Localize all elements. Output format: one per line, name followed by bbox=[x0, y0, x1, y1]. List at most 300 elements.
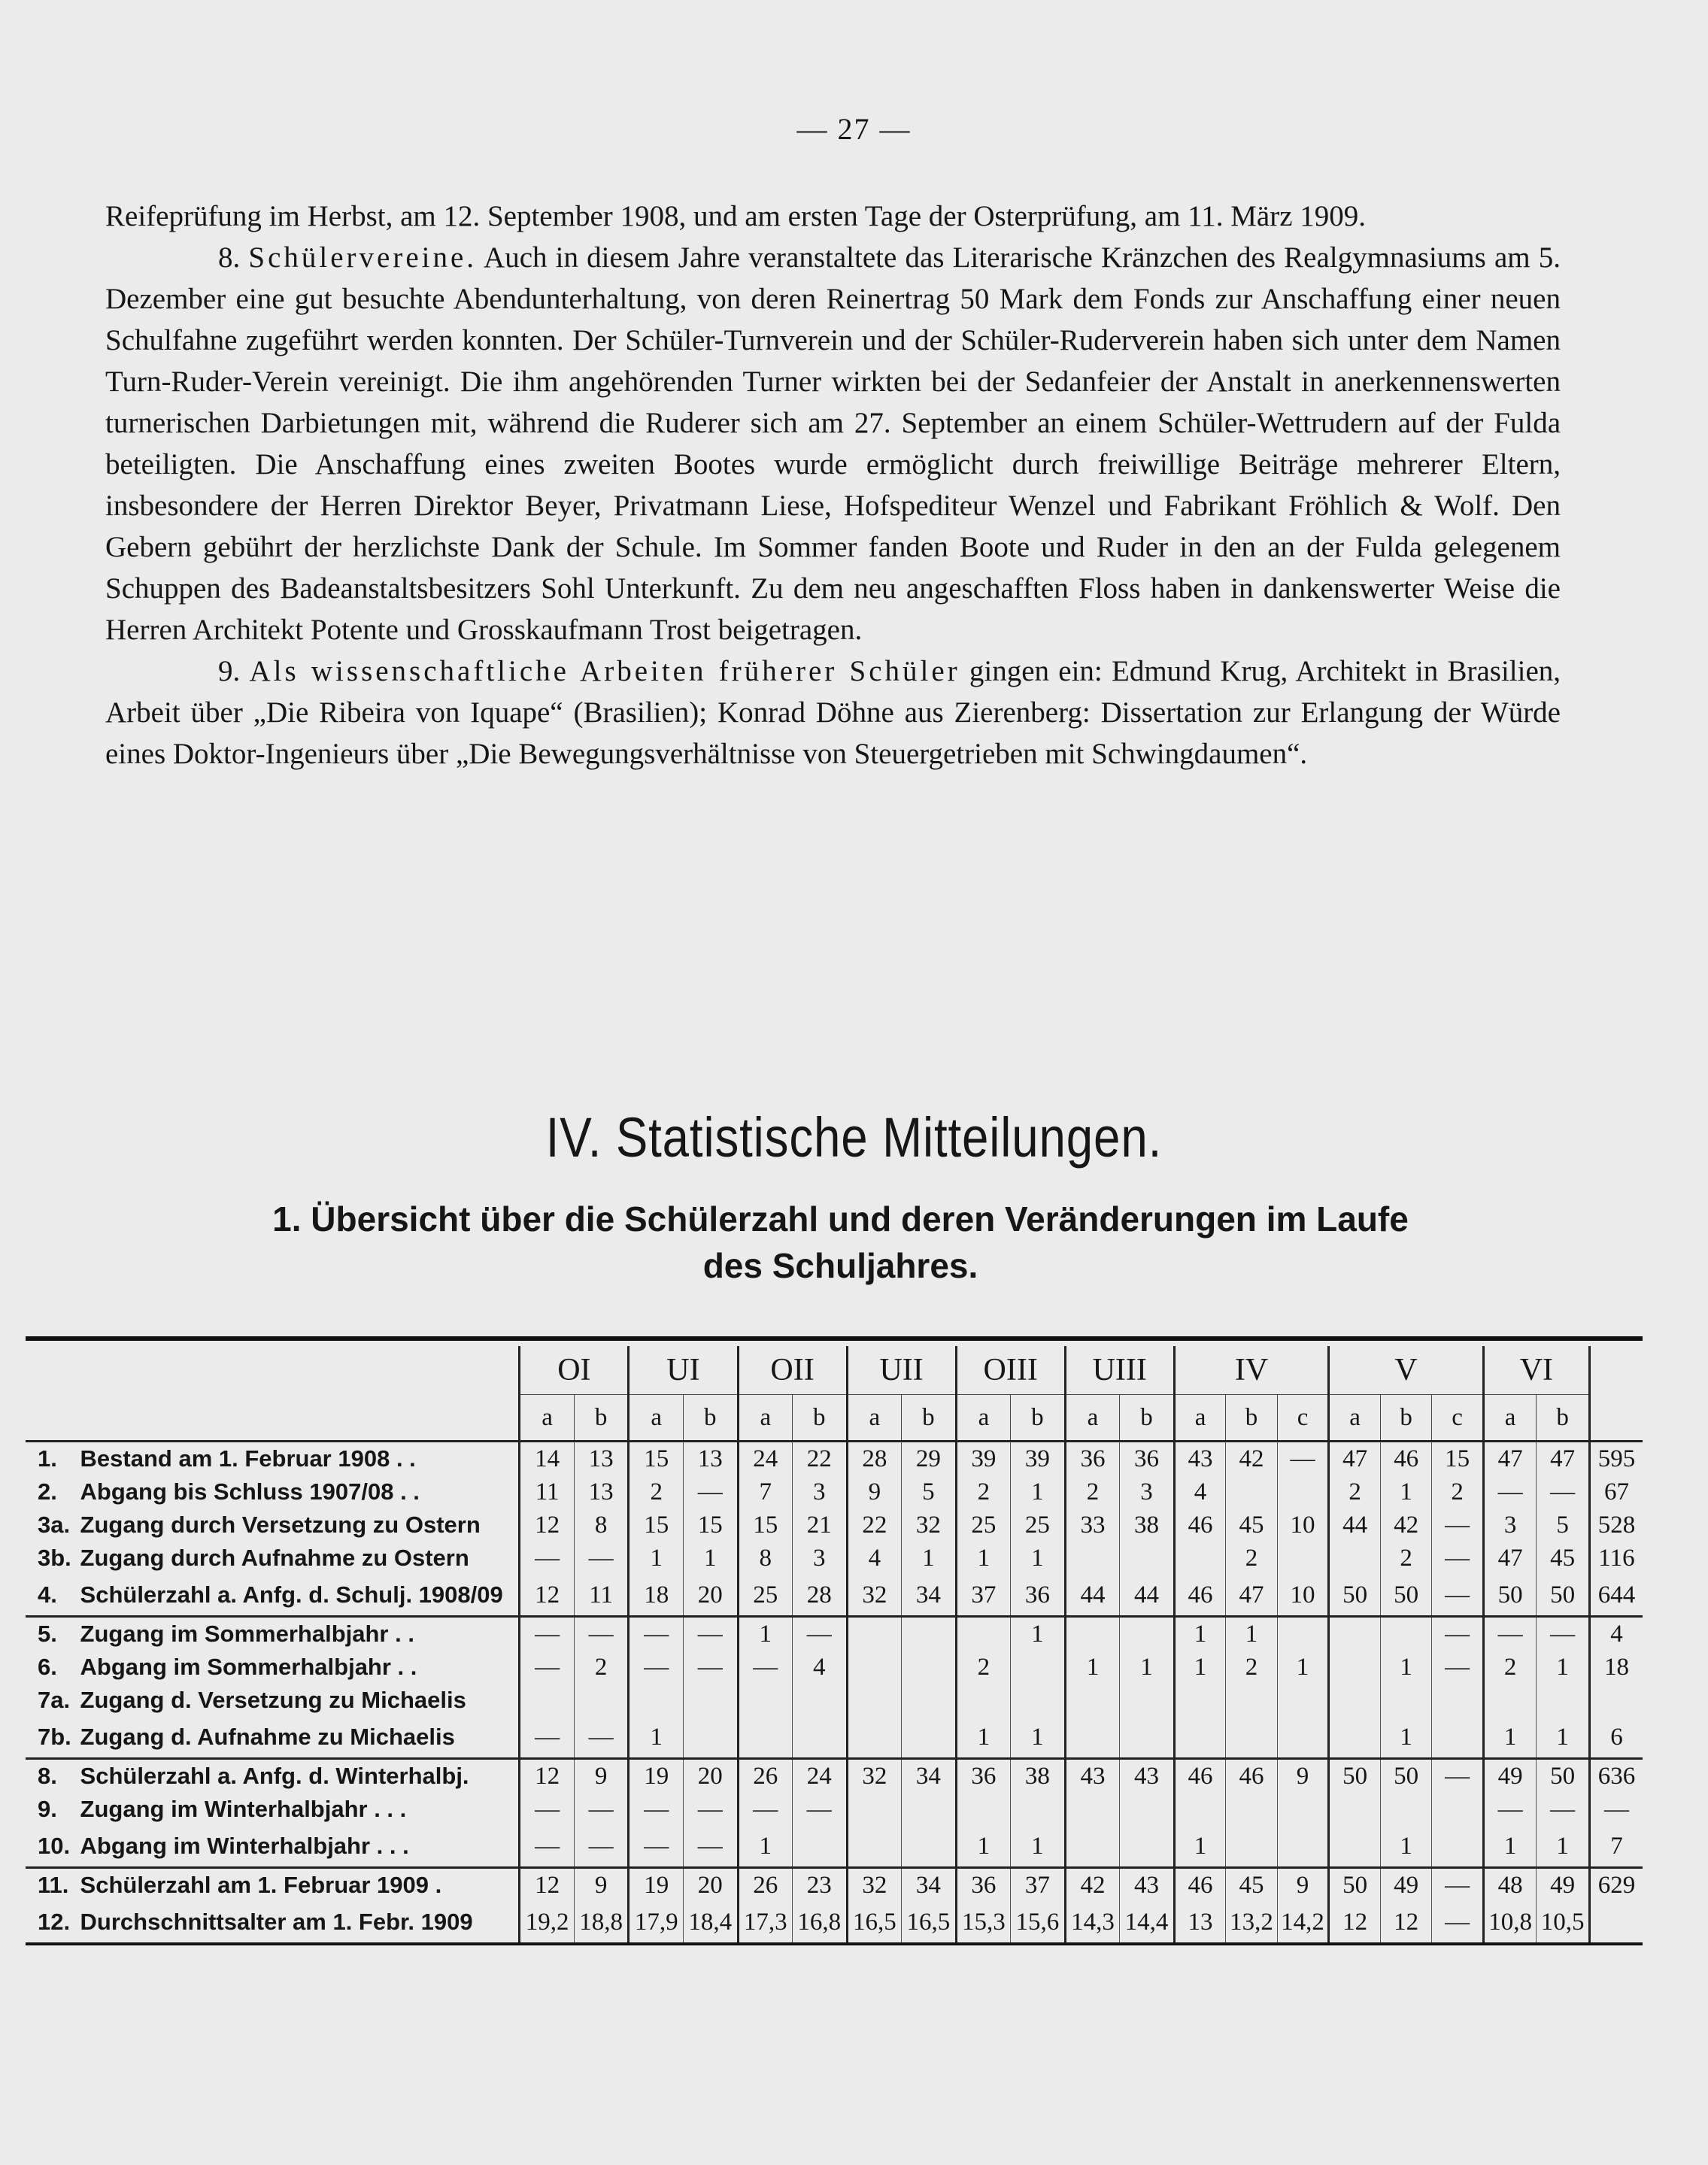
table-cell: 12 bbox=[1329, 1902, 1381, 1944]
table-cell: 32 bbox=[847, 1575, 902, 1617]
table-cell: 19,2 bbox=[520, 1902, 575, 1944]
table-cell: 44 bbox=[1329, 1509, 1381, 1542]
table-cell bbox=[1277, 1542, 1329, 1575]
table-cell: — bbox=[1537, 1793, 1590, 1826]
table-cell bbox=[1174, 1717, 1226, 1759]
row-label: Bestand am 1. Februar 1908 . . bbox=[80, 1445, 416, 1472]
table-cell: 9 bbox=[847, 1475, 902, 1509]
table-cell: — bbox=[683, 1793, 738, 1826]
section-keyword: Als wissenschaftliche Arbeiten früherer Schüler bbox=[249, 655, 960, 687]
table-cell: 10 bbox=[1277, 1575, 1329, 1617]
table-cell: 2 bbox=[956, 1651, 1011, 1684]
table-cell: 36 bbox=[1011, 1575, 1066, 1617]
table-cell bbox=[1329, 1717, 1381, 1759]
table-cell: 12 bbox=[1380, 1902, 1432, 1944]
table-cell: 32 bbox=[847, 1868, 902, 1903]
table-cell bbox=[1011, 1684, 1066, 1717]
table-cell: 1 bbox=[1537, 1826, 1590, 1868]
table-cell: — bbox=[629, 1617, 684, 1651]
table-cell bbox=[1432, 1717, 1484, 1759]
table-cell: 1 bbox=[1011, 1717, 1066, 1759]
paragraph-number: 9. bbox=[218, 655, 241, 687]
table-row bbox=[26, 1651, 1643, 1684]
row-number: 7a. bbox=[38, 1687, 71, 1713]
table-row bbox=[26, 1509, 1643, 1542]
table-row bbox=[26, 1442, 1643, 1476]
table-cell bbox=[902, 1826, 957, 1868]
table-cell: 24 bbox=[738, 1442, 793, 1476]
subcolumn-header: a bbox=[1065, 1395, 1120, 1442]
table-cell: — bbox=[520, 1793, 575, 1826]
table-cell: 39 bbox=[1011, 1442, 1066, 1476]
table-cell: 17,3 bbox=[738, 1902, 793, 1944]
table-cell: 33 bbox=[1065, 1509, 1120, 1542]
table-cell: 9 bbox=[574, 1759, 629, 1794]
table-cell: 47 bbox=[1329, 1442, 1381, 1476]
table-cell: 15,6 bbox=[1011, 1902, 1066, 1944]
table-cell: 50 bbox=[1380, 1575, 1432, 1617]
row-number: 6. bbox=[38, 1654, 57, 1680]
table-cell: 47 bbox=[1483, 1442, 1537, 1476]
subcolumn-header: b bbox=[793, 1395, 848, 1442]
table-cell: 47 bbox=[1226, 1575, 1278, 1617]
row-number: 3a. bbox=[38, 1512, 71, 1538]
table-cell: 32 bbox=[902, 1509, 957, 1542]
table-cell: 42 bbox=[1380, 1509, 1432, 1542]
subcolumn-header: a bbox=[1329, 1395, 1381, 1442]
table-cell: 50 bbox=[1329, 1575, 1381, 1617]
table-cell: 19 bbox=[629, 1868, 684, 1903]
table-cell: 36 bbox=[956, 1759, 1011, 1794]
table-cell bbox=[1277, 1793, 1329, 1826]
statistics-table bbox=[26, 1346, 1643, 1945]
table-cell bbox=[1120, 1684, 1175, 1717]
table-cell: 36 bbox=[1120, 1442, 1175, 1476]
table-cell: 34 bbox=[902, 1759, 957, 1794]
table-cell: 1 bbox=[1380, 1651, 1432, 1684]
table-cell: 50 bbox=[1537, 1759, 1590, 1794]
table-cell: 9 bbox=[1277, 1868, 1329, 1903]
table-cell: 15 bbox=[683, 1509, 738, 1542]
table-cell bbox=[1329, 1793, 1381, 1826]
table-cell: 2 bbox=[1329, 1475, 1381, 1509]
table-cell bbox=[574, 1684, 629, 1717]
table-cell bbox=[902, 1793, 957, 1826]
table-cell: — bbox=[1432, 1868, 1484, 1903]
table-cell: 1 bbox=[1380, 1475, 1432, 1509]
table-cell: 1 bbox=[1011, 1826, 1066, 1868]
table-cell: 1 bbox=[1483, 1826, 1537, 1868]
subcolumn-header: b bbox=[1537, 1395, 1590, 1442]
table-cell: 47 bbox=[1537, 1442, 1590, 1476]
table-cell: 49 bbox=[1483, 1759, 1537, 1794]
table-cell bbox=[1120, 1793, 1175, 1826]
table-cell: — bbox=[629, 1826, 684, 1868]
table-cell: 13 bbox=[574, 1475, 629, 1509]
table-cell bbox=[902, 1651, 957, 1684]
table-cell: 3 bbox=[1483, 1509, 1537, 1542]
table-cell: — bbox=[574, 1542, 629, 1575]
table-cell bbox=[738, 1684, 793, 1717]
table-cell: 50 bbox=[1329, 1759, 1381, 1794]
table-cell: 12 bbox=[520, 1868, 575, 1903]
table-cell: 43 bbox=[1065, 1759, 1120, 1794]
table-cell bbox=[956, 1684, 1011, 1717]
table-cell: 1 bbox=[1174, 1826, 1226, 1868]
table-cell: 20 bbox=[683, 1575, 738, 1617]
class-header-oii: OII bbox=[738, 1346, 847, 1395]
table-cell: 49 bbox=[1537, 1868, 1590, 1903]
table-cell: — bbox=[574, 1717, 629, 1759]
table-top-rule bbox=[26, 1336, 1643, 1341]
paragraph-text: gingen ein: Edmund Krug, Architekt in Brasilien, Arbeit über „Die Ribeira von Iquape“ (Brasilien); Konrad Döhne aus Zierenberg: Dissertation zur Erlangung der Würde eines Doktor-Ingenieurs über „Die Bewegungsverhältnisse von Steuergetrieben mit Schwingdaumen“. bbox=[105, 655, 1561, 770]
row-number: 3b. bbox=[38, 1545, 71, 1571]
table-cell: 4 bbox=[847, 1542, 902, 1575]
row-total-cell: 18 bbox=[1589, 1651, 1643, 1684]
row-total-cell: 4 bbox=[1589, 1617, 1643, 1651]
table-cell bbox=[1065, 1826, 1120, 1868]
table-cell: 38 bbox=[1011, 1759, 1066, 1794]
table-cell: 1 bbox=[738, 1617, 793, 1651]
table-cell: 14,3 bbox=[1065, 1902, 1120, 1944]
table-cell: — bbox=[683, 1475, 738, 1509]
table-cell: 5 bbox=[1537, 1509, 1590, 1542]
table-cell: 15 bbox=[629, 1509, 684, 1542]
table-cell: 25 bbox=[738, 1575, 793, 1617]
page-number: — 27 — bbox=[796, 112, 912, 146]
table-cell: 44 bbox=[1120, 1575, 1175, 1617]
table-cell: 46 bbox=[1380, 1442, 1432, 1476]
row-number: 1. bbox=[38, 1445, 57, 1472]
class-header-iv: IV bbox=[1174, 1346, 1329, 1395]
table-cell: 13,2 bbox=[1226, 1902, 1278, 1944]
paragraph-schuelervereine bbox=[105, 237, 1561, 650]
label-header-cell bbox=[26, 1346, 520, 1442]
table-cell bbox=[1120, 1617, 1175, 1651]
table-cell: 1 bbox=[956, 1542, 1011, 1575]
subcolumn-header: c bbox=[1277, 1395, 1329, 1442]
table-cell: 1 bbox=[1380, 1826, 1432, 1868]
table-cell: 46 bbox=[1174, 1575, 1226, 1617]
table-cell bbox=[793, 1717, 848, 1759]
table-cell: 4 bbox=[1174, 1475, 1226, 1509]
row-total-cell bbox=[1589, 1902, 1643, 1944]
table-cell: 1 bbox=[1483, 1717, 1537, 1759]
table-cell: — bbox=[1432, 1575, 1484, 1617]
row-total-cell: 644 bbox=[1589, 1575, 1643, 1617]
table-cell: — bbox=[1432, 1902, 1484, 1944]
table-cell: 9 bbox=[1277, 1759, 1329, 1794]
table-cell: 1 bbox=[1537, 1651, 1590, 1684]
table-cell bbox=[902, 1617, 957, 1651]
row-label: Zugang d. Aufnahme zu Michaelis bbox=[80, 1717, 520, 1759]
table-cell bbox=[1329, 1651, 1381, 1684]
table-row bbox=[26, 1617, 1643, 1651]
table-cell: 37 bbox=[1011, 1868, 1066, 1903]
table-cell: 2 bbox=[956, 1475, 1011, 1509]
table-cell: 15 bbox=[629, 1442, 684, 1476]
table-cell: 16,5 bbox=[847, 1902, 902, 1944]
table-cell bbox=[1226, 1475, 1278, 1509]
table-cell bbox=[902, 1684, 957, 1717]
table-cell: 18 bbox=[629, 1575, 684, 1617]
table-cell bbox=[683, 1684, 738, 1717]
table-cell: 25 bbox=[1011, 1509, 1066, 1542]
row-label: Schülerzahl am 1. Februar 1909 . bbox=[80, 1872, 442, 1898]
table-row bbox=[26, 1542, 1643, 1575]
table-cell bbox=[1277, 1684, 1329, 1717]
table-cell bbox=[738, 1717, 793, 1759]
table-cell: 1 bbox=[902, 1542, 957, 1575]
table-cell: 45 bbox=[1226, 1509, 1278, 1542]
table-cell: — bbox=[1277, 1442, 1329, 1476]
body-text bbox=[105, 196, 1561, 775]
table-cell bbox=[1380, 1793, 1432, 1826]
table-cell: — bbox=[629, 1793, 684, 1826]
table-cell: 2 bbox=[1065, 1475, 1120, 1509]
table-cell: 43 bbox=[1120, 1868, 1175, 1903]
table-cell bbox=[1065, 1684, 1120, 1717]
table-cell: 10,8 bbox=[1483, 1902, 1537, 1944]
table-cell: 46 bbox=[1226, 1759, 1278, 1794]
table-cell: — bbox=[574, 1826, 629, 1868]
class-header-oiii: OIII bbox=[956, 1346, 1065, 1395]
table-cell: — bbox=[1432, 1509, 1484, 1542]
table-cell bbox=[847, 1617, 902, 1651]
table-cell: 46 bbox=[1174, 1868, 1226, 1903]
table-cell bbox=[1174, 1793, 1226, 1826]
table-cell bbox=[1537, 1684, 1590, 1717]
table-cell: 1 bbox=[738, 1826, 793, 1868]
table-cell: 19 bbox=[629, 1759, 684, 1794]
table-cell bbox=[1432, 1826, 1484, 1868]
paragraph-text: Auch in diesem Jahre veranstaltete das Literarische Kränzchen des Realgymnasiums am 5. Dezember eine gut besuchte Abendunterhaltung, von deren Reinertrag 50 Mark dem Fonds zur Anschaffung einer neuen Schulfahne zugeführt werden konnten. Der Schüler-Turnverein und der Schüler-Ruderverein haben sich unter dem Namen Turn-Ruder-Verein vereinigt. Die ihm angehörenden Turner wirkten bei der Sedanfeier der Anstalt in anerkennenswerten turnerischen Darbietungen mit, während die Ruderer sich am 27. September an einem Schüler-Wettrudern auf der Fulda beteiligten. Die Anschaffung eines zweiten Bootes wurde ermöglicht durch freiwillige Beiträge mehrerer Eltern, insbesondere der Herren Direktor Beyer, Privatmann Liese, Hofspediteur Wenzel und Fabrikant Fröhlich & Wolf. Den Gebern gebührt der herzlichste Dank der Schule. Im Sommer fanden Boote und Ruder in den an der Fulda gelegenem Schuppen des Badeanstaltsbesitzers Sohl Unterkunft. Zu dem neu angeschafften Floss haben in dankenswerter Weise die Herren Architekt Potente und Grosskaufmann Trost beigetragen. bbox=[105, 241, 1561, 646]
table-cell bbox=[847, 1684, 902, 1717]
table-cell bbox=[847, 1717, 902, 1759]
table-cell: 8 bbox=[738, 1542, 793, 1575]
table-cell: 14 bbox=[520, 1442, 575, 1476]
table-cell: 4 bbox=[793, 1651, 848, 1684]
table-body bbox=[26, 1442, 1643, 1945]
table-cell bbox=[1483, 1684, 1537, 1717]
table-cell: 11 bbox=[520, 1475, 575, 1509]
table-row bbox=[26, 1793, 1643, 1826]
table-cell: 50 bbox=[1329, 1868, 1381, 1903]
table-cell: — bbox=[520, 1826, 575, 1868]
table-cell: 47 bbox=[1483, 1542, 1537, 1575]
row-number: 2. bbox=[38, 1478, 57, 1505]
table-cell: — bbox=[1537, 1475, 1590, 1509]
table-cell: 28 bbox=[793, 1575, 848, 1617]
row-total-cell: 67 bbox=[1589, 1475, 1643, 1509]
table-cell: — bbox=[683, 1826, 738, 1868]
table-cell: 1 bbox=[956, 1717, 1011, 1759]
row-label: Zugang im Sommerhalbjahr . . bbox=[80, 1621, 414, 1647]
table-cell: 15 bbox=[1432, 1442, 1484, 1476]
table-cell: 38 bbox=[1120, 1509, 1175, 1542]
total-header-cell bbox=[1589, 1346, 1643, 1442]
table-cell: 2 bbox=[1226, 1651, 1278, 1684]
class-header-uiii: UIII bbox=[1065, 1346, 1174, 1395]
subcolumn-header: a bbox=[1174, 1395, 1226, 1442]
subcolumn-header: b bbox=[574, 1395, 629, 1442]
table-cell: — bbox=[1432, 1542, 1484, 1575]
paragraph-number: 8. bbox=[218, 241, 241, 274]
table-cell: 45 bbox=[1226, 1868, 1278, 1903]
row-label: Zugang durch Versetzung zu Ostern bbox=[80, 1512, 481, 1538]
table-cell: 28 bbox=[847, 1442, 902, 1476]
table-cell: 2 bbox=[629, 1475, 684, 1509]
table-cell bbox=[902, 1717, 957, 1759]
table-cell: — bbox=[1432, 1759, 1484, 1794]
table-cell: 20 bbox=[683, 1759, 738, 1794]
table-cell bbox=[847, 1651, 902, 1684]
table-cell: — bbox=[1537, 1617, 1590, 1651]
table-cell: 2 bbox=[1226, 1542, 1278, 1575]
subcolumn-header: b bbox=[1120, 1395, 1175, 1442]
table-cell: 39 bbox=[956, 1442, 1011, 1476]
row-number: 4. bbox=[26, 1575, 80, 1617]
table-cell: — bbox=[683, 1617, 738, 1651]
group-header-row bbox=[26, 1346, 1643, 1395]
table-cell: — bbox=[520, 1717, 575, 1759]
row-label: Abgang bis Schluss 1907/08 . . bbox=[80, 1478, 420, 1505]
table-cell bbox=[1226, 1793, 1278, 1826]
subcolumn-header: a bbox=[629, 1395, 684, 1442]
table-cell: 26 bbox=[738, 1759, 793, 1794]
table-cell: 7 bbox=[738, 1475, 793, 1509]
table-cell: 1 bbox=[1011, 1617, 1066, 1651]
table-cell: 18,4 bbox=[683, 1902, 738, 1944]
table-cell: 1 bbox=[1120, 1651, 1175, 1684]
subcolumn-header: a bbox=[520, 1395, 575, 1442]
table-cell: 14,4 bbox=[1120, 1902, 1175, 1944]
table-cell: — bbox=[520, 1651, 575, 1684]
table-cell: 9 bbox=[574, 1868, 629, 1903]
table-cell: 14,2 bbox=[1277, 1902, 1329, 1944]
table-cell bbox=[1329, 1826, 1381, 1868]
table-cell: 22 bbox=[793, 1442, 848, 1476]
row-number: 5. bbox=[38, 1621, 57, 1647]
table-cell: — bbox=[574, 1617, 629, 1651]
table-cell: 22 bbox=[847, 1509, 902, 1542]
table-cell bbox=[1120, 1542, 1175, 1575]
table-header bbox=[26, 1346, 1643, 1442]
table-cell bbox=[520, 1684, 575, 1717]
table-cell: 12 bbox=[520, 1575, 575, 1617]
paragraph-wissenschaftliche-arbeiten bbox=[105, 650, 1561, 775]
table-cell bbox=[1174, 1684, 1226, 1717]
table-cell bbox=[1226, 1684, 1278, 1717]
table-cell bbox=[793, 1684, 848, 1717]
table-cell: 20 bbox=[683, 1868, 738, 1903]
section-heading: IV. Statistische Mitteilungen. bbox=[545, 1106, 1163, 1169]
class-header-ui: UI bbox=[629, 1346, 738, 1395]
table-cell: 42 bbox=[1226, 1442, 1278, 1476]
table-cell bbox=[1329, 1684, 1381, 1717]
table-cell: 1 bbox=[1380, 1717, 1432, 1759]
table-cell bbox=[1380, 1617, 1432, 1651]
table-cell: 11 bbox=[574, 1575, 629, 1617]
table-cell: 46 bbox=[1174, 1509, 1226, 1542]
table-cell: 36 bbox=[956, 1868, 1011, 1903]
table-cell bbox=[1120, 1826, 1175, 1868]
row-label: Durchschnittsalter am 1. Febr. 1909 bbox=[80, 1902, 520, 1944]
row-number: 10. bbox=[26, 1826, 80, 1868]
row-total-cell: 7 bbox=[1589, 1826, 1643, 1868]
table-cell bbox=[1277, 1826, 1329, 1868]
table-cell: 1 bbox=[1537, 1717, 1590, 1759]
table-row bbox=[26, 1826, 1643, 1868]
subcolumn-header: c bbox=[1432, 1395, 1484, 1442]
table-cell: — bbox=[1483, 1475, 1537, 1509]
table-cell bbox=[1432, 1793, 1484, 1826]
table-cell: 36 bbox=[1065, 1442, 1120, 1476]
table-cell: 1 bbox=[956, 1826, 1011, 1868]
row-total-cell: 636 bbox=[1589, 1759, 1643, 1794]
table-cell: 1 bbox=[629, 1717, 684, 1759]
table-row bbox=[26, 1717, 1643, 1759]
table-row bbox=[26, 1759, 1643, 1794]
table-cell: 13 bbox=[1174, 1902, 1226, 1944]
row-label: Zugang durch Aufnahme zu Ostern bbox=[80, 1545, 469, 1571]
row-label: Schülerzahl a. Anfg. d. Winterhalbj. bbox=[80, 1763, 469, 1789]
table-cell: 17,9 bbox=[629, 1902, 684, 1944]
class-header-v: V bbox=[1329, 1346, 1484, 1395]
table-cell: 13 bbox=[574, 1442, 629, 1476]
table-cell: — bbox=[683, 1651, 738, 1684]
table-cell: 1 bbox=[1277, 1651, 1329, 1684]
subcolumn-header: b bbox=[1380, 1395, 1432, 1442]
table-cell bbox=[1329, 1542, 1381, 1575]
table-cell: 49 bbox=[1380, 1868, 1432, 1903]
subcolumn-header: b bbox=[1226, 1395, 1278, 1442]
table-cell: 44 bbox=[1065, 1575, 1120, 1617]
table-cell: 18,8 bbox=[574, 1902, 629, 1944]
table-cell: 12 bbox=[520, 1759, 575, 1794]
table-cell bbox=[1174, 1542, 1226, 1575]
table-cell bbox=[1011, 1651, 1066, 1684]
row-number: 12. bbox=[26, 1902, 80, 1944]
row-number: 11. bbox=[38, 1872, 69, 1898]
subcolumn-header: a bbox=[1483, 1395, 1537, 1442]
row-label: Abgang im Sommerhalbjahr . . bbox=[80, 1654, 417, 1680]
row-total-cell bbox=[1589, 1684, 1643, 1717]
row-total-cell: 116 bbox=[1589, 1542, 1643, 1575]
table-cell bbox=[793, 1826, 848, 1868]
table-row bbox=[26, 1868, 1643, 1903]
table-cell: — bbox=[1432, 1651, 1484, 1684]
table-cell: 1 bbox=[629, 1542, 684, 1575]
table-cell: 15 bbox=[738, 1509, 793, 1542]
table-cell bbox=[1277, 1617, 1329, 1651]
table-cell: — bbox=[1483, 1617, 1537, 1651]
row-number: 7b. bbox=[26, 1717, 80, 1759]
subcolumn-header: a bbox=[738, 1395, 793, 1442]
table-cell: 34 bbox=[902, 1868, 957, 1903]
class-header-oi: OI bbox=[520, 1346, 629, 1395]
table-cell: 5 bbox=[902, 1475, 957, 1509]
table-cell bbox=[847, 1793, 902, 1826]
row-total-cell: 629 bbox=[1589, 1868, 1643, 1903]
table-cell: 2 bbox=[1380, 1542, 1432, 1575]
table-cell: — bbox=[738, 1793, 793, 1826]
table-cell: 1 bbox=[1174, 1651, 1226, 1684]
table-cell: 16,5 bbox=[902, 1902, 957, 1944]
table-row bbox=[26, 1902, 1643, 1944]
table-cell bbox=[1065, 1542, 1120, 1575]
row-label: Abgang im Winterhalbjahr . . . bbox=[80, 1826, 520, 1868]
